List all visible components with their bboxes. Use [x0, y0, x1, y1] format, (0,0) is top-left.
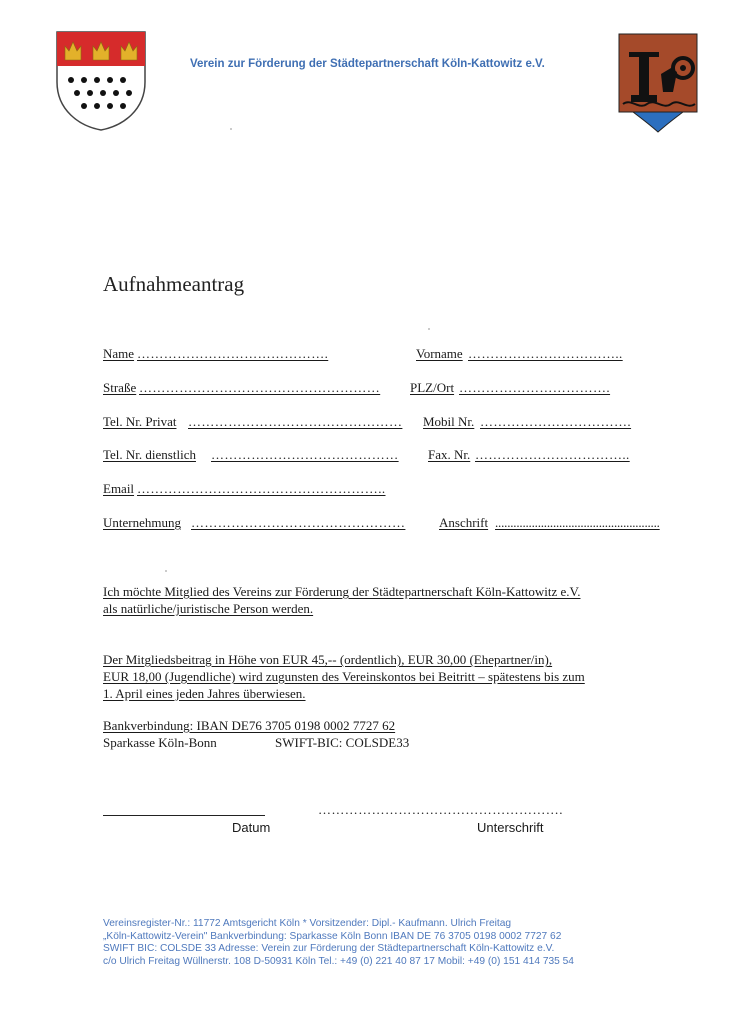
form-title: Aufnahmeantrag: [103, 272, 245, 296]
footer-line-2: „Köln-Kattowitz-Verein" Bankverbindung: Sparkasse Köln Bonn IBAN DE 76 3705 0198 0002 7727 62: [103, 930, 562, 942]
first-name-field[interactable]: ……………………………..: [468, 346, 623, 361]
phone-private-field[interactable]: …………………………………………: [188, 414, 403, 429]
first-name-label: Vorname: [416, 346, 463, 361]
fax-label: Fax. Nr.: [428, 447, 471, 462]
fees-line-2: EUR 18,00 (Jugendliche) wird zugunsten des Vereinskontos bei Beitritt – spätestens bis zum: [103, 669, 585, 684]
company-field[interactable]: …………………………………………: [191, 515, 406, 530]
form-row-street: [103, 380, 655, 400]
bank-iban: Bankverbindung: IBAN DE76 3705 0198 0002 7727 62: [103, 718, 396, 733]
phone-work-label: Tel. Nr. dienstlich: [103, 447, 196, 462]
bank-name: Sparkasse Köln-Bonn: [103, 735, 217, 750]
fees-line-1: Der Mitgliedsbeitrag in Höhe von EUR 45,-- (ordentlich), EUR 30,00 (Ehepartner/in),: [103, 652, 553, 667]
membership-fees: [103, 651, 585, 702]
mobile-label: Mobil Nr.: [423, 414, 475, 429]
name-field[interactable]: …………………………………….: [137, 346, 329, 361]
postcode-city-label: PLZ/Ort: [410, 380, 455, 395]
form-row-company: [103, 515, 660, 535]
name-label: Name: [103, 346, 135, 361]
form-row-email: [103, 481, 655, 501]
membership-line-2: als natürliche/juristische Person werden.: [103, 601, 314, 616]
signature-label: Unterschrift: [477, 820, 544, 835]
footer-line-4: c/o Ulrich Freitag Wüllnerstr. 108 D-50931 Köln Tel.: +49 (0) 221 40 87 17 Mobil: +49 (0) 151 414 735 54: [103, 955, 574, 967]
address-field[interactable]: ......................................................: [495, 515, 660, 530]
membership-statement: [103, 583, 581, 617]
cologne-coat-of-arms-icon: [55, 30, 147, 132]
street-field[interactable]: ………………………………………………: [139, 380, 381, 395]
email-field[interactable]: ………………………………………………..: [137, 481, 386, 496]
bank-swift: SWIFT-BIC: COLSDE33: [275, 735, 410, 750]
mobile-field[interactable]: …………………………….: [480, 414, 632, 429]
signature-field[interactable]: ……………………………………………….: [318, 802, 563, 817]
katowice-coat-of-arms-icon: [617, 32, 699, 134]
footer-line-3: SWIFT BIC: COLSDE 33 Adresse: Verein zur Förderung der Städtepartnerschaft Köln-Kattowitz e.V.: [103, 943, 555, 954]
phone-private-label: Tel. Nr. Privat: [103, 414, 177, 429]
date-signature-line[interactable]: [103, 815, 265, 816]
scan-speck: [230, 128, 232, 130]
scan-speck: [428, 328, 430, 330]
form-row-phone-private: [103, 414, 655, 434]
footer: [103, 918, 574, 968]
organization-name: Verein zur Förderung der Städtepartnerschaft Köln-Kattowitz e.V.: [190, 58, 545, 70]
fees-line-3: 1. April eines jeden Jahres überwiesen.: [103, 686, 306, 701]
membership-line-1: Ich möchte Mitglied des Vereins zur Förderung der Städtepartnerschaft Köln-Kattowitz e.V.: [103, 584, 581, 599]
fax-field[interactable]: ……………………………..: [475, 447, 630, 462]
email-label: Email: [103, 481, 135, 496]
form-row-phone-work: [103, 447, 655, 467]
phone-work-field[interactable]: ……………………………………: [211, 447, 399, 462]
company-label: Unternehmung: [103, 515, 181, 530]
scan-speck: [165, 570, 167, 572]
postcode-city-field[interactable]: …………………………….: [459, 380, 611, 395]
date-label: Datum: [232, 820, 271, 835]
bank-details: [103, 717, 410, 751]
address-label: Anschrift: [439, 515, 489, 530]
footer-line-1: Vereinsregister-Nr.: 11772 Amtsgericht Köln * Vorsitzender: Dipl.- Kaufmann. Ulrich Freitag: [103, 918, 512, 929]
street-label: Straße: [103, 380, 137, 395]
form-row-name: [103, 346, 655, 366]
